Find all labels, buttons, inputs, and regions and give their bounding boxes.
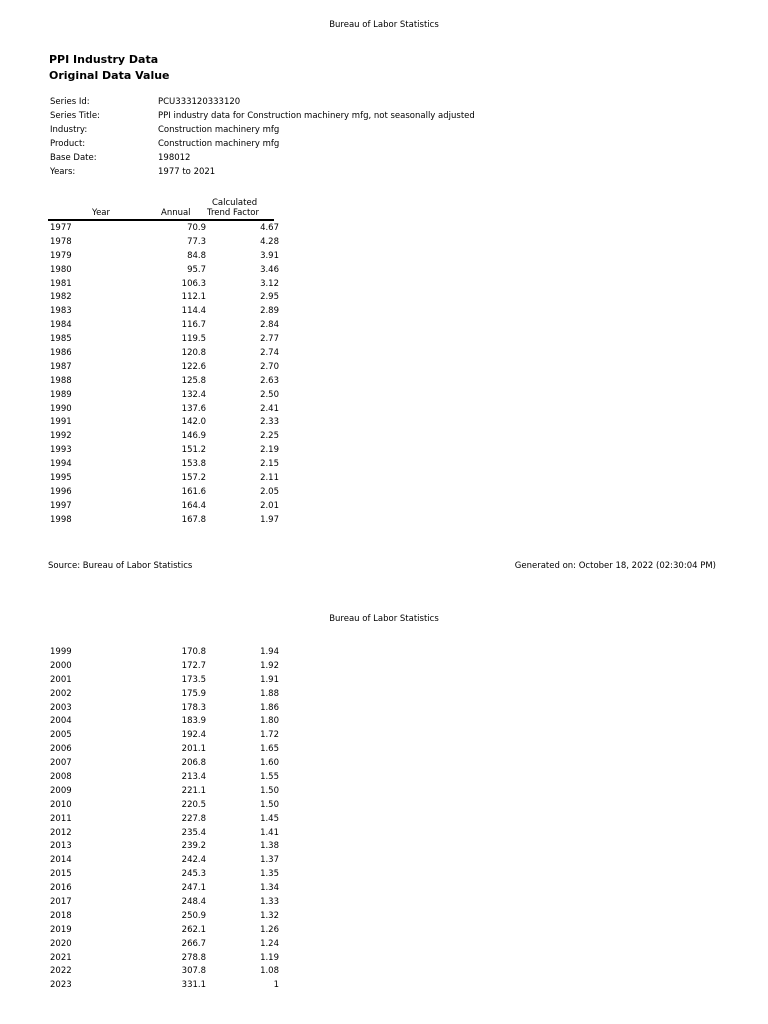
trend-factor-cell: 1.35 — [260, 869, 279, 880]
annual-cell: 239.2 — [181, 841, 206, 852]
table-row — [50, 897, 280, 911]
table-row — [50, 925, 280, 939]
trend-factor-cell: 1.24 — [260, 938, 279, 949]
table-row — [50, 417, 280, 431]
report-title: PPI Industry Data — [49, 53, 159, 66]
year-cell: 1986 — [50, 348, 72, 359]
annual-cell: 137.6 — [181, 403, 206, 414]
table-row — [50, 348, 280, 362]
table-row — [50, 459, 280, 473]
table-row — [50, 730, 280, 744]
column-header-trend-line2: Trend Factor — [207, 208, 259, 218]
meta-label: Years: — [50, 167, 76, 177]
table-row — [50, 689, 280, 703]
meta-value: PPI industry data for Construction machinery mfg, not seasonally adjusted — [158, 111, 475, 121]
trend-factor-cell: 1.91 — [260, 674, 279, 685]
annual-cell: 278.8 — [181, 952, 206, 963]
annual-cell: 167.8 — [181, 514, 206, 525]
year-cell: 1994 — [50, 459, 72, 470]
annual-cell: 125.8 — [181, 375, 206, 386]
meta-label: Product: — [50, 139, 86, 149]
year-cell: 2019 — [50, 924, 72, 935]
table-row — [50, 473, 280, 487]
annual-cell: 235.4 — [181, 827, 206, 838]
trend-factor-cell: 2.95 — [260, 292, 279, 303]
trend-factor-cell: 2.33 — [260, 417, 279, 428]
year-cell: 1992 — [50, 431, 72, 442]
year-cell: 1999 — [50, 647, 72, 657]
year-cell: 2010 — [50, 799, 72, 810]
annual-cell: 112.1 — [181, 292, 206, 303]
table-row — [50, 911, 280, 925]
column-header-annual: Annual — [161, 208, 191, 218]
table-row — [50, 966, 280, 980]
table-row — [50, 237, 280, 251]
trend-factor-cell: 2.19 — [260, 445, 279, 456]
source-note: Source: Bureau of Labor Statistics — [48, 561, 193, 571]
year-cell: 1988 — [50, 375, 72, 386]
trend-factor-cell: 1 — [273, 980, 279, 991]
trend-factor-cell: 1.65 — [260, 744, 279, 755]
year-cell: 1983 — [50, 306, 72, 317]
meta-row — [50, 153, 570, 167]
year-cell: 2023 — [50, 980, 72, 991]
year-cell: 1987 — [50, 361, 72, 372]
year-cell: 1998 — [50, 514, 72, 525]
year-cell: 1995 — [50, 473, 72, 484]
year-cell: 1996 — [50, 486, 72, 497]
meta-row — [50, 97, 570, 111]
trend-factor-cell: 1.86 — [260, 702, 279, 713]
meta-value: Construction machinery mfg — [158, 139, 280, 149]
year-cell: 2006 — [50, 744, 72, 755]
year-cell: 1977 — [50, 223, 72, 233]
table-row — [50, 841, 280, 855]
trend-factor-cell: 3.12 — [260, 278, 279, 289]
trend-factor-cell: 1.32 — [260, 910, 279, 921]
annual-cell: 201.1 — [181, 744, 206, 755]
annual-cell: 245.3 — [181, 869, 206, 880]
table-row — [50, 431, 280, 445]
annual-cell: 183.9 — [181, 716, 206, 727]
annual-cell: 119.5 — [181, 334, 206, 345]
meta-label: Series Title: — [50, 111, 100, 121]
annual-cell: 172.7 — [181, 660, 206, 671]
trend-factor-cell: 1.80 — [260, 716, 279, 727]
year-cell: 2011 — [50, 813, 72, 824]
header-rule — [48, 219, 274, 221]
trend-factor-cell: 3.46 — [260, 264, 279, 275]
annual-cell: 213.4 — [181, 772, 206, 783]
trend-factor-cell: 1.92 — [260, 660, 279, 671]
trend-factor-cell: 1.38 — [260, 841, 279, 852]
table-row — [50, 883, 280, 897]
annual-cell: 106.3 — [181, 278, 206, 289]
year-cell: 2003 — [50, 702, 72, 713]
table-row — [50, 814, 280, 828]
table-row — [50, 320, 280, 334]
trend-factor-cell: 2.50 — [260, 389, 279, 400]
year-cell: 2007 — [50, 758, 72, 769]
year-cell: 2015 — [50, 869, 72, 880]
trend-factor-cell: 1.26 — [260, 924, 279, 935]
year-cell: 1985 — [50, 334, 72, 345]
trend-factor-cell: 2.11 — [260, 473, 279, 484]
year-cell: 2016 — [50, 883, 72, 894]
table-row — [50, 828, 280, 842]
year-cell: 2018 — [50, 910, 72, 921]
trend-factor-cell: 1.97 — [260, 514, 279, 525]
annual-cell: 114.4 — [181, 306, 206, 317]
year-cell: 2002 — [50, 688, 72, 699]
annual-cell: 153.8 — [181, 459, 206, 470]
table-row — [50, 980, 280, 994]
year-cell: 1993 — [50, 445, 72, 456]
annual-cell: 250.9 — [181, 910, 206, 921]
meta-row — [50, 125, 570, 139]
year-cell: 1978 — [50, 236, 72, 247]
trend-factor-cell: 1.33 — [260, 897, 279, 908]
page-header-2: Bureau of Labor Statistics — [329, 614, 439, 624]
trend-factor-cell: 2.05 — [260, 486, 279, 497]
table-row — [50, 376, 280, 390]
table-row — [50, 334, 280, 348]
trend-factor-cell: 1.50 — [260, 799, 279, 810]
table-row — [50, 265, 280, 279]
meta-label: Industry: — [50, 125, 88, 135]
trend-factor-cell: 1.08 — [260, 966, 279, 977]
year-cell: 2004 — [50, 716, 72, 727]
trend-factor-cell: 3.91 — [260, 250, 279, 261]
trend-factor-cell: 2.15 — [260, 459, 279, 470]
meta-value: 198012 — [158, 153, 191, 163]
annual-cell: 142.0 — [181, 417, 206, 428]
trend-factor-cell: 1.37 — [260, 855, 279, 866]
annual-cell: 331.1 — [181, 980, 206, 991]
annual-cell: 242.4 — [181, 855, 206, 866]
trend-factor-cell: 4.67 — [260, 223, 279, 233]
annual-cell: 192.4 — [181, 730, 206, 741]
year-cell: 2000 — [50, 660, 72, 671]
annual-cell: 262.1 — [181, 924, 206, 935]
year-cell: 1982 — [50, 292, 72, 303]
table-row — [50, 772, 280, 786]
year-cell: 2013 — [50, 841, 72, 852]
annual-cell: 70.9 — [187, 223, 206, 233]
annual-cell: 151.2 — [181, 445, 206, 456]
table-row — [50, 800, 280, 814]
trend-factor-cell: 2.41 — [260, 403, 279, 414]
trend-factor-cell: 1.55 — [260, 772, 279, 783]
annual-cell: 175.9 — [181, 688, 206, 699]
table-row — [50, 251, 280, 265]
data-table-page2 — [50, 647, 280, 994]
meta-value: Construction machinery mfg — [158, 125, 280, 135]
year-cell: 2001 — [50, 674, 72, 685]
trend-factor-cell: 1.41 — [260, 827, 279, 838]
annual-cell: 247.1 — [181, 883, 206, 894]
table-row — [50, 716, 280, 730]
annual-cell: 266.7 — [181, 938, 206, 949]
generated-note: Generated on: October 18, 2022 (02:30:04 PM) — [514, 561, 716, 571]
trend-factor-cell: 1.72 — [260, 730, 279, 741]
annual-cell: 307.8 — [181, 966, 206, 977]
table-row — [50, 661, 280, 675]
annual-cell: 77.3 — [187, 236, 206, 247]
table-row — [50, 939, 280, 953]
table-row — [50, 279, 280, 293]
table-row — [50, 758, 280, 772]
trend-factor-cell: 1.34 — [260, 883, 279, 894]
meta-value: PCU333120333120 — [158, 97, 241, 107]
trend-factor-cell: 2.01 — [260, 500, 279, 511]
table-row — [50, 404, 280, 418]
table-row — [50, 953, 280, 967]
meta-label: Base Date: — [50, 153, 97, 163]
trend-factor-cell: 1.45 — [260, 813, 279, 824]
annual-cell: 220.5 — [181, 799, 206, 810]
annual-cell: 178.3 — [181, 702, 206, 713]
trend-factor-cell: 2.63 — [260, 375, 279, 386]
table-row — [50, 223, 280, 237]
trend-factor-cell: 2.74 — [260, 348, 279, 359]
year-cell: 1989 — [50, 389, 72, 400]
meta-row — [50, 111, 570, 125]
column-header-trend-line1: Calculated — [212, 198, 258, 208]
trend-factor-cell: 1.19 — [260, 952, 279, 963]
report-subtitle: Original Data Value — [49, 69, 170, 82]
table-row — [50, 647, 280, 661]
annual-cell: 227.8 — [181, 813, 206, 824]
annual-cell: 248.4 — [181, 897, 206, 908]
table-row — [50, 362, 280, 376]
year-cell: 2021 — [50, 952, 72, 963]
trend-factor-cell: 2.77 — [260, 334, 279, 345]
annual-cell: 146.9 — [181, 431, 206, 442]
year-cell: 1981 — [50, 278, 72, 289]
trend-factor-cell: 1.50 — [260, 785, 279, 796]
table-row — [50, 855, 280, 869]
table-row — [50, 306, 280, 320]
trend-factor-cell: 4.28 — [260, 236, 279, 247]
year-cell: 1991 — [50, 417, 72, 428]
annual-cell: 170.8 — [181, 647, 206, 657]
table-row — [50, 675, 280, 689]
year-cell: 1979 — [50, 250, 72, 261]
table-row — [50, 487, 280, 501]
year-cell: 2005 — [50, 730, 72, 741]
annual-cell: 157.2 — [181, 473, 206, 484]
year-cell: 1984 — [50, 320, 72, 331]
annual-cell: 221.1 — [181, 785, 206, 796]
annual-cell: 164.4 — [181, 500, 206, 511]
table-row — [50, 703, 280, 717]
trend-factor-cell: 2.70 — [260, 361, 279, 372]
year-cell: 2008 — [50, 772, 72, 783]
trend-factor-cell: 2.84 — [260, 320, 279, 331]
table-row — [50, 744, 280, 758]
trend-factor-cell: 2.25 — [260, 431, 279, 442]
page-header: Bureau of Labor Statistics — [329, 20, 439, 30]
year-cell: 2012 — [50, 827, 72, 838]
year-cell: 2014 — [50, 855, 72, 866]
table-row — [50, 869, 280, 883]
year-cell: 2017 — [50, 897, 72, 908]
year-cell: 2020 — [50, 938, 72, 949]
annual-cell: 132.4 — [181, 389, 206, 400]
table-row — [50, 445, 280, 459]
meta-row — [50, 167, 570, 181]
annual-cell: 84.8 — [187, 250, 206, 261]
year-cell: 1990 — [50, 403, 72, 414]
trend-factor-cell: 1.60 — [260, 758, 279, 769]
annual-cell: 95.7 — [187, 264, 206, 275]
year-cell: 2022 — [50, 966, 72, 977]
annual-cell: 120.8 — [181, 348, 206, 359]
table-row — [50, 292, 280, 306]
year-cell: 1997 — [50, 500, 72, 511]
annual-cell: 122.6 — [181, 361, 206, 372]
meta-label: Series Id: — [50, 97, 90, 107]
trend-factor-cell: 2.89 — [260, 306, 279, 317]
trend-factor-cell: 1.94 — [260, 647, 279, 657]
table-row — [50, 501, 280, 515]
annual-cell: 206.8 — [181, 758, 206, 769]
year-cell: 2009 — [50, 785, 72, 796]
annual-cell: 161.6 — [181, 486, 206, 497]
meta-value: 1977 to 2021 — [158, 167, 216, 177]
column-header-year: Year — [92, 208, 110, 218]
meta-row — [50, 139, 570, 153]
annual-cell: 173.5 — [181, 674, 206, 685]
trend-factor-cell: 1.88 — [260, 688, 279, 699]
annual-cell: 116.7 — [181, 320, 206, 331]
table-row — [50, 515, 280, 529]
year-cell: 1980 — [50, 264, 72, 275]
table-row — [50, 390, 280, 404]
data-table-page1 — [50, 223, 280, 529]
table-row — [50, 786, 280, 800]
series-metadata — [50, 97, 570, 181]
